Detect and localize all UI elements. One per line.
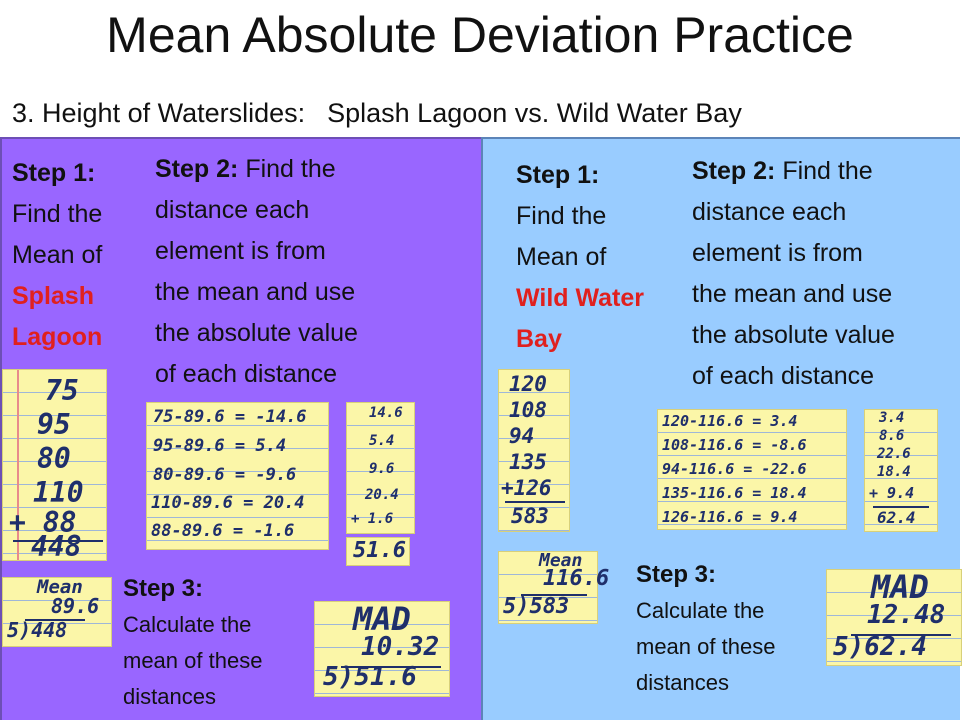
note-line: 95: [37, 408, 71, 441]
left-step1-heading: Step 1:: [12, 159, 96, 187]
right-step3-line: Calculate the: [636, 598, 765, 623]
note-line: 62.4: [877, 508, 916, 527]
subtitle-comparison: Splash Lagoon vs. Wild Water Bay: [327, 98, 742, 128]
note-line: 80: [37, 442, 71, 475]
note-line: 110-89.6 = 20.4: [151, 493, 305, 513]
wild-water-bay-panel: [481, 137, 960, 720]
right-step2-heading: Step 2:: [692, 157, 776, 185]
right-mean-note: [498, 550, 610, 624]
note-line: 110: [33, 476, 84, 509]
note-line: 94: [509, 424, 535, 448]
right-step2-line: the mean and use: [692, 280, 893, 308]
note-line: 51.6: [353, 538, 406, 563]
right-step2-line: Find the: [782, 157, 873, 185]
note-line: Mean: [37, 576, 83, 598]
note-line: 80-89.6 = -9.6: [153, 465, 297, 485]
right-step3-line: mean of these: [636, 634, 776, 659]
note-line: 135-116.6 = 18.4: [662, 484, 807, 502]
note-line: 5)51.6: [323, 662, 417, 692]
right-step2-line: element is from: [692, 239, 863, 267]
right-step1-heading: Step 1:: [516, 161, 600, 189]
right-step2-line: of each distance: [692, 362, 875, 390]
note-line: 18.4: [877, 464, 911, 480]
right-step3-heading: Step 3:: [636, 561, 717, 588]
note-line: 116.6: [543, 566, 610, 591]
note-line: 120: [509, 372, 547, 396]
note-line: 3.4: [879, 410, 905, 426]
right-step1: [516, 155, 644, 360]
note-line: 5)583: [503, 594, 570, 619]
right-step1-line: Find the: [516, 202, 607, 230]
note-line: 448: [31, 530, 82, 563]
right-step2-line: distance each: [692, 198, 847, 226]
note-line: + 9.4: [869, 484, 915, 502]
left-abs-sum-note: [346, 537, 410, 566]
note-line: 10.32: [361, 632, 440, 662]
note-line: 9.6: [369, 461, 395, 477]
subtitle-label: 3. Height of Waterslides:: [12, 98, 306, 128]
note-line: MAD: [871, 568, 929, 606]
problem-subtitle: [12, 98, 742, 129]
right-sum-note: [498, 369, 570, 532]
left-step1-line: Mean of: [12, 241, 103, 269]
note-line: 89.6: [51, 594, 100, 618]
right-step2-line: the absolute value: [692, 321, 895, 349]
note-line: 20.4: [365, 487, 399, 503]
note-line: 8.6: [879, 428, 905, 444]
note-line: 5)448: [7, 618, 68, 642]
note-line: 108-116.6 = -8.6: [662, 436, 807, 454]
left-step2: [155, 149, 358, 395]
left-step2-line: element is from: [155, 237, 326, 265]
note-line: 120-116.6 = 3.4: [662, 412, 798, 430]
note-line: 95-89.6 = 5.4: [153, 436, 287, 456]
left-step2-line: the mean and use: [155, 278, 356, 306]
note-line: 583: [511, 504, 549, 528]
note-line: 108: [509, 398, 547, 422]
note-line: 5.4: [369, 433, 395, 449]
note-line: MAD: [353, 600, 411, 638]
left-step2-heading: Step 2:: [155, 155, 239, 183]
note-line: 88-89.6 = -1.6: [151, 521, 295, 541]
left-step2-line: of each distance: [155, 360, 338, 388]
left-step2-line: the absolute value: [155, 319, 358, 347]
left-step2-line: distance each: [155, 196, 310, 224]
right-step2: [692, 151, 895, 397]
left-mean-note: [2, 577, 112, 647]
right-step1-park: Bay: [516, 325, 562, 353]
left-step3: [123, 571, 262, 715]
left-step3-line: mean of these: [123, 648, 263, 673]
left-abs-note: [346, 402, 415, 534]
left-step3-line: distances: [123, 684, 216, 709]
left-step2-line: Find the: [245, 155, 336, 183]
note-line: 75-89.6 = -14.6: [153, 407, 307, 427]
note-line: Mean: [539, 550, 583, 571]
splash-lagoon-panel: [0, 137, 481, 720]
right-step3-line: distances: [636, 670, 729, 695]
right-mad-note: [826, 569, 962, 666]
note-line: 12.48: [867, 600, 946, 630]
left-diff-note: [146, 402, 329, 550]
left-step3-line: Calculate the: [123, 612, 252, 637]
page-title: Mean Absolute Deviation Practice: [106, 7, 854, 63]
right-step3: [636, 557, 775, 701]
left-mad-note: [314, 601, 450, 697]
right-abs-note: [864, 409, 938, 532]
right-step1-park: Wild Water: [516, 284, 645, 312]
note-line: +126: [501, 476, 552, 500]
note-line: 126-116.6 = 9.4: [662, 508, 798, 526]
right-step1-line: Mean of: [516, 243, 607, 271]
note-line: 22.6: [877, 446, 911, 462]
note-line: + 1.6: [351, 511, 394, 527]
note-line: + 88: [9, 506, 77, 539]
note-line: 94-116.6 = -22.6: [662, 460, 807, 478]
note-line: 135: [509, 450, 547, 474]
left-step3-heading: Step 3:: [123, 575, 204, 602]
note-line: 5)62.4: [833, 632, 927, 662]
left-step1-line: Find the: [12, 200, 103, 228]
left-step1-park: Lagoon: [12, 323, 103, 351]
left-sum-note: [2, 369, 107, 561]
note-line: 14.6: [369, 405, 403, 421]
left-step1-park: Splash: [12, 282, 94, 310]
note-line: 75: [45, 374, 79, 407]
left-step1: [12, 153, 102, 358]
right-diff-note: [657, 409, 847, 530]
